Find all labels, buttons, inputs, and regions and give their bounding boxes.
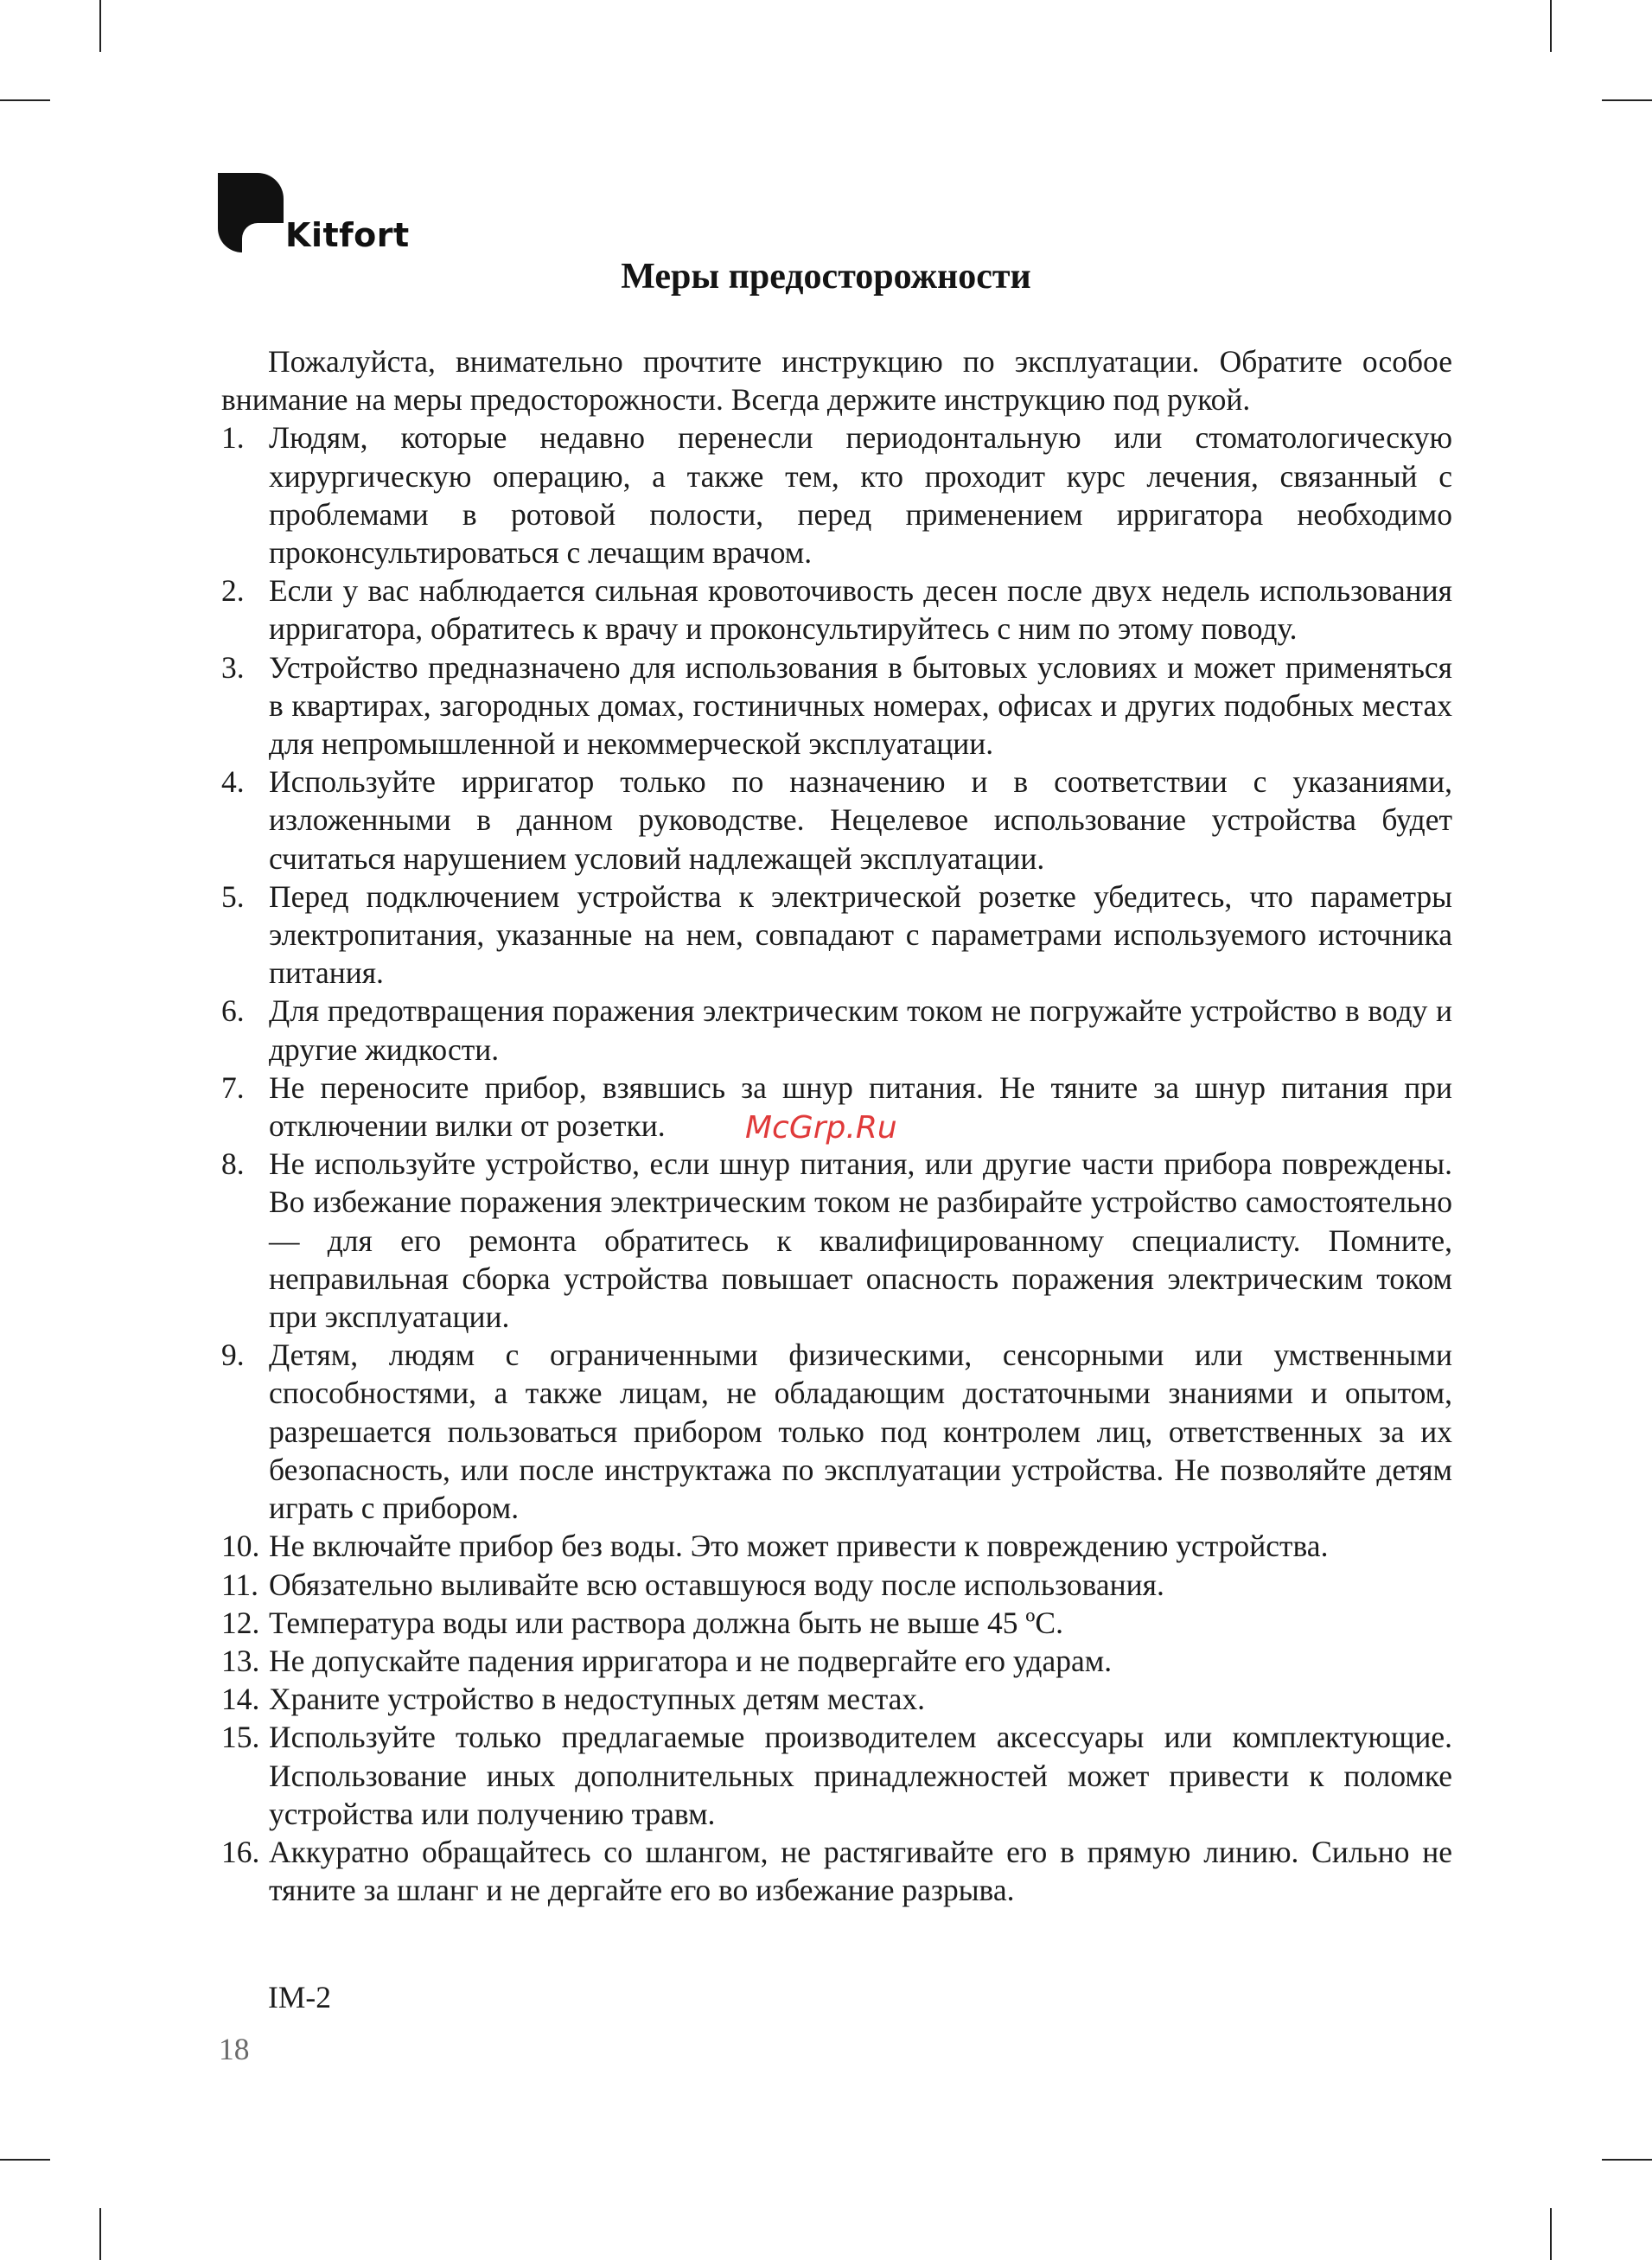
item-number: 14.: [221, 1682, 260, 1717]
document-code: IM-2: [268, 1980, 331, 2014]
item-text: Храните устройство в недоступных детям местах.: [269, 1682, 926, 1717]
list-item: [221, 763, 1452, 878]
list-item: [221, 1833, 1452, 1909]
item-text: Устройство предназначено для использования в бытовых условиях и может применяться в квартирах, загородных домах, гостиничных номерах, офисах и других подобных местах для непромышленной и некоммерческой эксплуатации.: [269, 649, 1452, 762]
item-text: Детям, людям с ограниченными физическими, сенсорными или умственными способностями, а также лицам, не обладающим достаточными знаниями и опытом, разрешается пользоваться прибором только под контролем лиц, ответственных за их безопасность, или после инструктажа по эксплуатации устройства. Не позволяйте детям играть с прибором.: [269, 1337, 1452, 1526]
crop-mark: [1550, 0, 1552, 52]
item-number: 11.: [221, 1567, 259, 1602]
item-number: 8.: [221, 1146, 245, 1182]
item-number: 1.: [221, 420, 245, 456]
list-item: [221, 1642, 1452, 1680]
crop-mark: [1602, 99, 1652, 101]
item-number: 2.: [221, 573, 245, 609]
item-text: Используйте ирригатор только по назначению и в соответствии с указаниями, изложенными в данном руководстве. Нецелевое использование устройства будет считаться нарушением условий надлежащей эксплуатации.: [269, 764, 1452, 876]
list-item: [221, 1566, 1452, 1604]
item-text: Не включайте прибор без воды. Это может привести к повреждению устройства.: [269, 1529, 1329, 1564]
list-item: [221, 992, 1452, 1068]
item-number: 12.: [221, 1605, 260, 1640]
intro-paragraph: Пожалуйста, внимательно прочтите инструкцию по эксплуатации. Обратите особое внимание на меры предосторожности. Всегда держите инструкцию под рукой.: [221, 344, 1452, 418]
item-number: 16.: [221, 1834, 260, 1869]
item-text: Аккуратно обращайтесь со шлангом, не растягивайте его в прямую линию. Сильно не тяните за шланг и не дергайте его во избежание разрыва.: [269, 1834, 1452, 1908]
brand-logo: [218, 173, 410, 252]
item-text: Используйте только предлагаемые производителем аксессуары или комплектующие. Использование иных дополнительных принадлежностей может привести к поломке устройства или получению травм.: [269, 1720, 1452, 1831]
item-text: Людям, которые недавно перенесли периодонтальную или стоматологическую хирургическую операцию, а также тем, кто проходит курс лечения, связанный с проблемами в ротовой полости, перед применением ирригатора необходимо проконсультироваться с лечащим врачом.: [269, 420, 1452, 571]
crop-mark: [0, 99, 50, 101]
precautions-list: [221, 418, 1452, 1909]
list-item: [221, 1718, 1452, 1833]
list-item: [221, 878, 1452, 993]
page-title: Меры предосторожности: [621, 257, 1031, 297]
list-item: [221, 1336, 1452, 1527]
item-number: 9.: [221, 1337, 245, 1373]
item-text: Не используйте устройство, если шнур питания, или другие части прибора повреждены. Во избежание поражения электрическим током не разбирайте устройство самостоятельно — для его ремонта обратитесь к квалифицированному специалисту. Помните, неправильная сборка устройства повышает опасность поражения электрическим током при эксплуатации.: [269, 1146, 1452, 1335]
item-number: 4.: [221, 764, 245, 800]
item-number: 13.: [221, 1643, 260, 1678]
item-number: 6.: [221, 993, 245, 1029]
crop-mark: [99, 2208, 101, 2260]
watermark: McGrp.Ru: [745, 1110, 897, 1146]
item-number: 7.: [221, 1069, 245, 1105]
crop-mark: [1550, 2208, 1552, 2260]
list-item: [221, 1527, 1452, 1565]
list-item: [221, 418, 1452, 571]
list-item: [221, 1145, 1452, 1336]
item-number: 10.: [221, 1529, 260, 1564]
item-text: Перед подключением устройства к электрической розетке убедитесь, что параметры электропитания, указанные на нем, совпадают с параметрами используемого источника питания.: [269, 878, 1452, 991]
item-text: Температура воды или раствора должна быть не выше 45 ºС.: [269, 1605, 1063, 1640]
list-item: [221, 1604, 1452, 1642]
item-number: 5.: [221, 878, 245, 914]
item-text: Для предотвращения поражения электрическим током не погружайте устройство в воду и другие жидкости.: [269, 993, 1452, 1067]
item-number: 15.: [221, 1720, 260, 1755]
item-text: Если у вас наблюдается сильная кровоточивость десен после двух недель использования ирригатора, обратитесь к врачу и проконсультируйтесь с ним по этому поводу.: [269, 573, 1452, 647]
crop-mark: [99, 0, 101, 52]
kitfort-logo-mark-icon: [218, 173, 284, 252]
crop-mark: [0, 2159, 50, 2161]
item-text: Не переносите прибор, взявшись за шнур питания. Не тяните за шнур питания при отключении вилки от розетки.: [269, 1069, 1452, 1144]
list-item: [221, 648, 1452, 763]
item-number: 3.: [221, 649, 245, 685]
item-text: Не допускайте падения ирригатора и не подвергайте его ударам.: [269, 1643, 1113, 1678]
brand-name: Kitfort: [285, 216, 410, 254]
page-number: 18: [219, 2032, 250, 2066]
item-text: Обязательно выливайте всю оставшуюся воду после использования.: [269, 1567, 1164, 1602]
list-item: [221, 571, 1452, 648]
crop-mark: [1602, 2159, 1652, 2161]
list-item: [221, 1680, 1452, 1718]
